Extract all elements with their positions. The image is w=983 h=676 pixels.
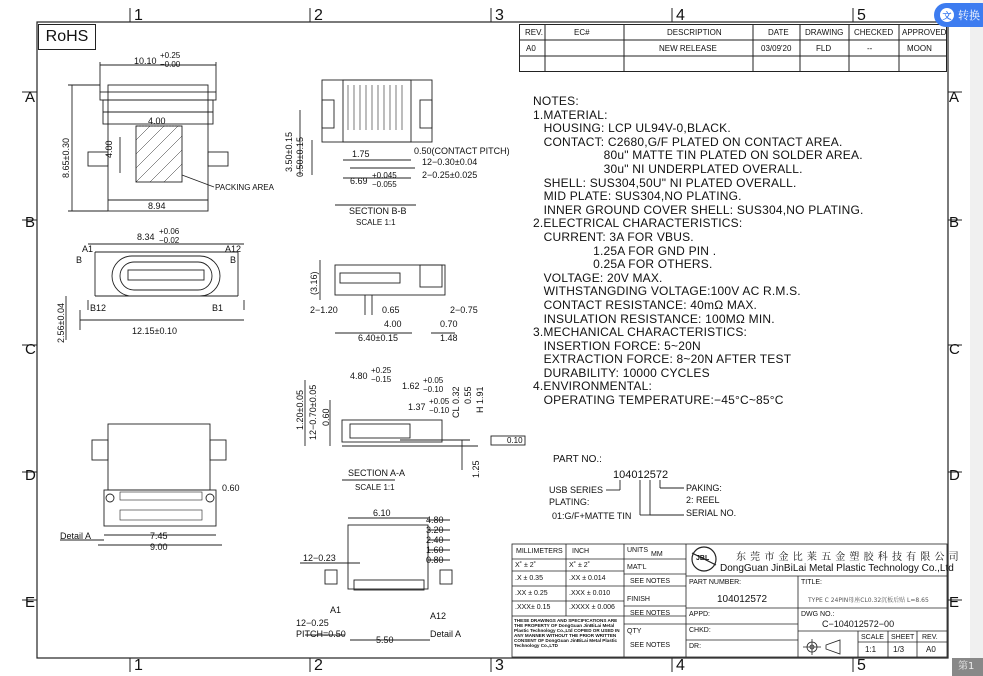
detail-a-label-left: Detail A bbox=[60, 531, 92, 541]
dim-top-tol-plus: +0.25 bbox=[160, 51, 181, 60]
dim-669-minus: −0.055 bbox=[372, 180, 397, 189]
dim-480-minus: −0.15 bbox=[371, 375, 392, 384]
qty-label: QTY bbox=[627, 628, 642, 635]
dim-865: 8.65±0.30 bbox=[61, 138, 71, 178]
dim-125: 1.25 bbox=[471, 460, 481, 478]
dim-r480: 4.80 bbox=[426, 515, 444, 525]
pin-b12-label: B12 bbox=[90, 303, 107, 313]
zone-col-4: 4 bbox=[676, 7, 685, 24]
zone-col-5: 5 bbox=[857, 7, 866, 24]
matl-label: MAT'L bbox=[627, 564, 647, 571]
drawing-header: DRAWING bbox=[805, 28, 844, 37]
section-bb-scale: SCALE 1:1 bbox=[356, 218, 396, 227]
zone-row-e: E bbox=[25, 594, 36, 611]
checked-value: -- bbox=[867, 44, 873, 53]
dim-900: 9.00 bbox=[150, 542, 168, 552]
zone-row-d: D bbox=[25, 467, 36, 484]
section-aa-label: SECTION A-A bbox=[348, 468, 406, 478]
dim-834: 8.34 bbox=[137, 232, 155, 242]
qty-see-notes: SEE NOTES bbox=[630, 642, 671, 649]
title-value: TYPE C 24PIN母座CL0.32沉板后贴 L=8.65 bbox=[808, 597, 929, 604]
dim-162: 1.62 bbox=[402, 381, 420, 391]
sheet-label: SHEET bbox=[891, 634, 915, 641]
dim-137-minus: −0.10 bbox=[429, 406, 450, 415]
packing-area-label: PACKING AREA bbox=[215, 183, 274, 192]
dim-12-030: 12−0.30±0.04 bbox=[422, 157, 478, 167]
dim-050: 0.50±0.15 bbox=[295, 137, 305, 177]
tol-row4-mm: .XXX± 0.15 bbox=[515, 604, 551, 611]
title-label: TITLE: bbox=[801, 579, 823, 586]
dim-834-minus: −0.02 bbox=[159, 236, 180, 245]
dim-r160: 1.60 bbox=[426, 545, 444, 555]
dr-label: DR: bbox=[689, 643, 702, 650]
ec-header: EC# bbox=[574, 28, 590, 37]
millimeters-label: MILLIMETERS bbox=[516, 548, 563, 555]
dim-070: 0.70 bbox=[440, 319, 458, 329]
pin-a1-label: A1 bbox=[82, 244, 94, 254]
dim-175: 1.75 bbox=[352, 149, 370, 159]
dim-2-025: 2−0.25±0.025 bbox=[422, 170, 478, 180]
translate-button[interactable] bbox=[934, 3, 983, 27]
page-indicator[interactable]: 第1 bbox=[952, 658, 983, 676]
description-value: NEW RELEASE bbox=[659, 44, 717, 53]
approved-header: APPROVED bbox=[902, 28, 947, 37]
dim-r240: 2.40 bbox=[426, 535, 444, 545]
zone-col-3: 3 bbox=[495, 7, 504, 24]
part-number-value: 104012572 bbox=[717, 594, 768, 605]
pin-a1-bottom: A1 bbox=[330, 605, 342, 615]
mm-label: MM bbox=[651, 551, 663, 558]
dim-top-width: 10.10 bbox=[134, 56, 157, 66]
zone-row-d-right: D bbox=[949, 467, 960, 484]
dim-669-plus: +0.045 bbox=[372, 171, 397, 180]
rev-header: REV. bbox=[525, 28, 543, 37]
pin-a12-label: A12 bbox=[225, 244, 242, 254]
cl-label: CL bbox=[451, 406, 461, 418]
zone-row-a: A bbox=[25, 89, 36, 106]
dim-400-c: 4.00 bbox=[384, 319, 402, 329]
units-label: UNITS bbox=[627, 547, 648, 554]
matl-see-notes: SEE NOTES bbox=[630, 578, 671, 585]
paking-value: 2: REEL bbox=[686, 495, 720, 505]
tol-row3-mm: .XX ± 0.25 bbox=[515, 590, 548, 597]
dim-137-plus: +0.05 bbox=[429, 397, 450, 406]
dim-640: 6.40±0.15 bbox=[358, 333, 398, 343]
dim-480: 4.80 bbox=[350, 371, 368, 381]
disclaimer-text: THESE DRAWINGS AND SPECIFICATIONS ARE THE PROPERTY OF DongGuan JinBiLai Metal Plastic Technology Co.,Ltd COPIED OR USED IN ANY MANNER WITHOUT THE PRIOR WRITTEN CONSENT OF DongGuan JinBiLai Metal Plastic Technology Co.,LTD bbox=[514, 618, 620, 648]
viewer-scrollbar[interactable] bbox=[970, 0, 983, 676]
tol-row4-inch: .XXXX ± 0.006 bbox=[569, 604, 615, 611]
dim-2-075: 2−0.75 bbox=[450, 305, 478, 315]
dim-12-025: 12−0.25 bbox=[296, 618, 329, 628]
dim-480-plus: +0.25 bbox=[371, 366, 392, 375]
zone-col-3-bottom: 3 bbox=[495, 657, 504, 674]
translate-icon: 文 bbox=[940, 8, 954, 22]
part-number-label: PART NUMBER: bbox=[689, 579, 742, 586]
zone-col-1: 1 bbox=[134, 7, 143, 24]
dim-834-plus: +0.06 bbox=[159, 227, 180, 236]
zone-col-1-bottom: 1 bbox=[134, 657, 143, 674]
dim-148: 1.48 bbox=[440, 333, 458, 343]
dim-065: 0.65 bbox=[382, 305, 400, 315]
drawing-value: FLD bbox=[816, 44, 832, 53]
rev-label: REV. bbox=[922, 634, 938, 641]
dim-2-120: 2−1.20 bbox=[310, 305, 338, 315]
translate-label: 转换 bbox=[958, 9, 980, 22]
zone-row-b-right: B bbox=[949, 214, 960, 231]
dim-256: 2.56±0.04 bbox=[56, 303, 66, 343]
zone-col-4-bottom: 4 bbox=[676, 657, 685, 674]
pin-a12-bottom: A12 bbox=[430, 611, 447, 621]
dwg-no-label: DWG NO.: bbox=[801, 611, 835, 618]
checked-header: CHECKED bbox=[854, 28, 894, 37]
dim-400-vertical: 4.00 bbox=[104, 140, 114, 158]
dim-162-minus: −0.10 bbox=[423, 385, 444, 394]
scale-value: 1:1 bbox=[865, 645, 877, 654]
detail-a-label-right: Detail A bbox=[430, 629, 462, 639]
company-name-cn: 东 莞 市 金 比 莱 五 金 塑 胶 科 技 有 限 公 司 bbox=[736, 552, 960, 563]
description-header: DESCRIPTION bbox=[667, 28, 722, 37]
dim-316: (3.16) bbox=[309, 271, 319, 295]
date-value: 03/09'20 bbox=[761, 44, 792, 53]
dim-060: 0.60 bbox=[321, 408, 331, 426]
b-label-right: B bbox=[230, 255, 237, 265]
dim-h191: H 1.91 bbox=[475, 386, 485, 413]
inch-label: INCH bbox=[572, 548, 590, 555]
zone-row-c-right: C bbox=[949, 341, 960, 358]
usb-series-label: USB SERIES bbox=[549, 485, 604, 495]
dim-610: 6.10 bbox=[373, 508, 391, 518]
tol-row2-mm: .X ± 0.35 bbox=[515, 575, 543, 582]
zone-row-a-right: A bbox=[949, 89, 960, 106]
part-no-number: 104012572 bbox=[613, 469, 669, 481]
dim-r080: 0.80 bbox=[426, 555, 444, 565]
dwg-no-value: C−104012572−00 bbox=[822, 619, 895, 629]
paking-label: PAKING: bbox=[686, 483, 722, 493]
chkd-label: CHKD: bbox=[689, 627, 711, 634]
zone-col-2-bottom: 2 bbox=[314, 657, 323, 674]
dim-1215: 12.15±0.10 bbox=[132, 326, 177, 336]
date-header: DATE bbox=[768, 28, 789, 37]
zone-row-e-right: E bbox=[949, 594, 960, 611]
dim-894: 8.94 bbox=[148, 201, 166, 211]
logo-letters: JBL bbox=[696, 555, 710, 562]
dim-12-023: 12−0.23 bbox=[303, 553, 336, 563]
scale-label: SCALE bbox=[861, 634, 884, 641]
plating-label: PLATING: bbox=[549, 497, 590, 507]
dim-r320: 3.20 bbox=[426, 525, 444, 535]
dim-400: 4.00 bbox=[148, 116, 166, 126]
dim-060-b: 0.60 bbox=[222, 483, 240, 493]
zone-col-2: 2 bbox=[314, 7, 323, 24]
dim-550: 5.50 bbox=[376, 635, 394, 645]
section-bb-label: SECTION B-B bbox=[349, 206, 407, 216]
company-name-en: DongGuan JinBiLai Metal Plastic Technology Co.,Ltd bbox=[720, 563, 954, 574]
notes-text: NOTES: 1.MATERIAL: HOUSING: LCP UL94V-0,BLACK. CONTACT: C2680,G/F PLATED ON CONTACT AREA. 80u" MATTE TIN PLATED ON SOLDER AREA. 30u" NI UNDERPLATED OVERALL. SHELL: SUS304,50U" NI PLATED OVERALL. MID PLATE: SUS304,NO PLATING. INNER GROUND COVER SHELL: SUS304,NO PLATING. 2.ELECTRICAL CHARACTERISTICS: CURRENT: 3A FOR VBUS. 1.25A FOR GND PIN . 0.25A FOR OTHERS. VOLTAGE: 20V MAX. WITHSTANGDING VOLTAGE:100V AC R.M.S. CONTACT RESISTANCE: 40mΩ MAX. INSULATION RESISTANCE: 100MΩ MIN. 3.MECHANICAL CHARACTERISTICS: INSERTION FORCE: 5~20N EXTRACTION FORCE: 8~20N AFTER TEST DURABILITY: 10000 CYCLES 4.ENVIRONMENTAL: OPERATING TEMPERATURE:−45°C~85°C bbox=[533, 94, 864, 408]
zone-row-c: C bbox=[25, 341, 36, 358]
pitch-050: PITCH=0.50 bbox=[296, 629, 346, 639]
dim-120: 1.20±0.05 bbox=[295, 390, 305, 430]
plating-value: 01:G/F+MATTE TIN bbox=[552, 511, 632, 521]
tol-row2-inch: .XX ± 0.014 bbox=[569, 575, 606, 582]
dim-350: 3.50±0.15 bbox=[284, 132, 294, 172]
sheet-value: 1/3 bbox=[893, 645, 905, 654]
pin-b1-label: B1 bbox=[212, 303, 224, 313]
appd-label: APPD: bbox=[689, 611, 711, 618]
serial-no-label: SERIAL NO. bbox=[686, 508, 737, 518]
flatness-010: 0.10 bbox=[507, 436, 523, 445]
dim-top-tol-minus: −0.00 bbox=[160, 60, 181, 69]
zone-row-b: B bbox=[25, 214, 36, 231]
zone-col-5-bottom: 5 bbox=[857, 657, 866, 674]
dim-745: 7.45 bbox=[150, 531, 168, 541]
tol-row1-inch: X˚ ± 2˚ bbox=[569, 562, 590, 569]
finish-see-notes: SEE NOTES bbox=[630, 610, 671, 617]
rev-value: A0 bbox=[526, 44, 536, 53]
contact-pitch-label: 0.50(CONTACT PITCH) bbox=[414, 146, 510, 156]
rohs-label: RoHS bbox=[45, 28, 89, 45]
dim-055: 0.55 bbox=[463, 386, 473, 404]
finish-label: FINISH bbox=[627, 596, 650, 603]
part-no-label: PART NO.: bbox=[553, 454, 602, 465]
dim-137: 1.37 bbox=[408, 402, 426, 412]
tol-row3-inch: .XXX ± 0.010 bbox=[569, 590, 611, 597]
dim-032: 0.32 bbox=[451, 386, 461, 404]
dim-669: 6.69 bbox=[350, 176, 368, 186]
section-aa-scale: SCALE 1:1 bbox=[355, 483, 395, 492]
approved-value: MOON bbox=[907, 44, 932, 53]
dim-12-070: 12−0.70±0.05 bbox=[308, 384, 318, 440]
tol-row1-mm: X˚ ± 2˚ bbox=[515, 562, 536, 569]
b-label-left: B bbox=[76, 255, 83, 265]
dim-162-plus: +0.05 bbox=[423, 376, 444, 385]
rev-value-tb: A0 bbox=[926, 645, 936, 654]
